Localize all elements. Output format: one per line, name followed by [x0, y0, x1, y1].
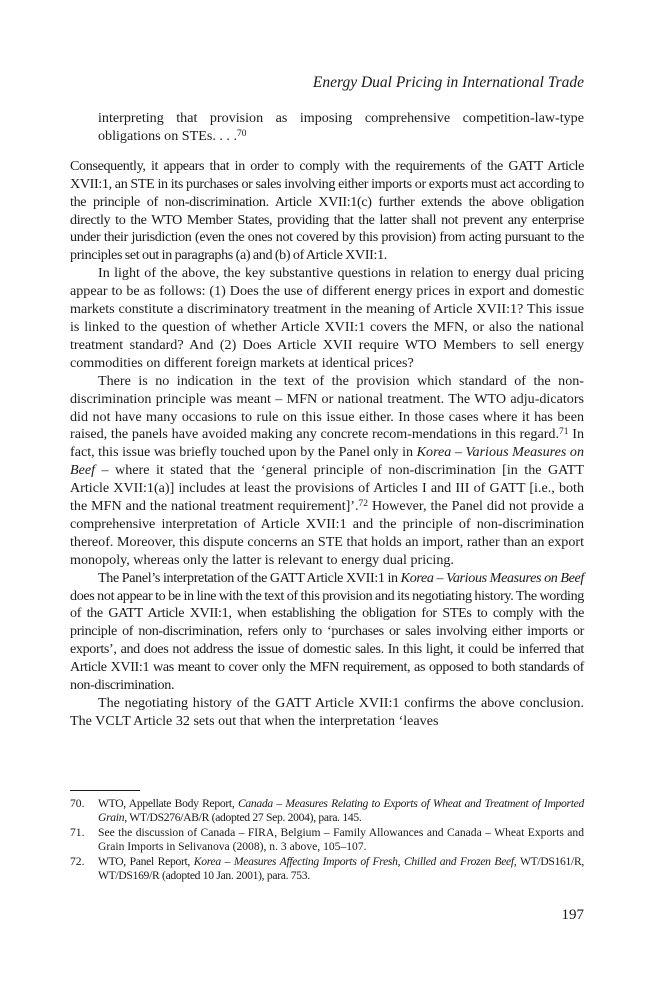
- footnote-ref-71[interactable]: 71: [559, 427, 569, 438]
- footnote-72: [70, 855, 584, 884]
- footnote-ref-72[interactable]: 72: [358, 499, 369, 510]
- quote-text: interpreting that provision as imposing comprehensive competition-law-type obligations on STEs. . . .: [98, 110, 584, 144]
- footnote-number: 70.: [70, 797, 85, 810]
- footnote-number: 71.: [70, 825, 85, 839]
- paragraph-5: The negotiating history of the GATT Article XVII:1 confirms the above conclusion. The VCLT Article 32 sets out that when the interpretation ‘leaves: [70, 695, 584, 729]
- paragraph-2: In light of the above, the key substantive questions in relation to energy dual pricing appear to be as follows: (1) Does the use of different energy prices in export and domestic markets constitute a discriminatory treatment in the meaning of Article XVII:1? This issue is linked to the question of whether Article XVII:1 covers the MFN, or also the national treatment standard? And (2) Does Article XVII require WTO Members to sell energy commodities on different foreign markets at identical prices?: [70, 265, 584, 371]
- footnote-ref-70[interactable]: 70: [236, 128, 247, 139]
- paragraph-4: [70, 570, 584, 695]
- footnote-text: WTO, Panel Report, Korea – Measures Affecting Imports of Fresh, Chilled and Frozen Beef, WT/DS161/R, WT/DS169/R (adopted 10 Jan. 2001), para. 753.: [98, 854, 585, 883]
- footnote-71: [70, 826, 584, 855]
- paragraph-1: Consequently, it appears that in order to comply with the requirements of the GATT Article XVII:1, an STE in its purchases or sales involving either imports or exports must act according to the principle of non-discrimination. Article XVII:1(c) further extends the above obligation directly to the WTO Member States, providing that the latter shall not prevent any enterprise under their jurisdiction (even the ones not covered by this provision) from acting pursuant to the principles set out in paragraphs (a) and (b) of Article XVII:1.: [70, 157, 584, 264]
- running-head: Energy Dual Pricing in International Trade: [312, 74, 584, 91]
- paragraph-3-text-a: There is no indication in the text of the provision which standard of the non-discrimination principle was meant – MFN or national treatment. The WTO adju-dicators did not have many occasions to rule on this issue either. In those cases where it has been raised, the panels have avoided making any concrete recom-mendations in this regard.: [70, 372, 584, 443]
- paragraph-4-text-a: The Panel’s interpretation of the GATT Article XVII:1 in: [98, 569, 401, 586]
- footnotes: [70, 797, 584, 883]
- case-name-korea-beef-2: Korea – Various Measures on Beef: [400, 569, 585, 586]
- footnote-number: 72.: [70, 854, 85, 868]
- block-quote: [70, 110, 584, 146]
- paragraph-3-text-d: However, the Panel did not provide a comprehensive interpretation of Article XVII:1 and the principle of non-discrimination thereof. Moreover, this dispute concerns an STE that holds an import, rather than an export monopoly, whereas only the latter is relevant to energy dual pricing.: [70, 498, 584, 568]
- paragraph-3-text-b: In fact, this issue was briefly touched upon by the Panel only in: [70, 426, 584, 461]
- footnote-text: See the discussion of Canada – FIRA, Belgium – Family Allowances and Canada – Wheat Exports and Grain Imports in Selivanova (2008), n. 3 above, 105–107.: [98, 825, 584, 854]
- paragraph-3: [70, 373, 584, 570]
- page-number: 197: [561, 907, 584, 923]
- case-name-korea-beef: Korea – Various Measures on Beef: [70, 444, 585, 479]
- footnote-separator: [70, 790, 140, 791]
- body-text: [70, 110, 584, 731]
- paragraph-3-text-c: – where it stated that the ‘general principle of non-discrimination [in the GATT Article XVII:1(a)] includes at least the provisions of Articles I and III of GATT [i.e., both the MFN and the national treatment requirement]’.: [70, 462, 584, 515]
- paragraph-4-text-b: does not appear to be in line with the text of this provision and its negotiating history. The wording of the GATT Article XVII:1, when establishing the obligation for STEs to comply with the principle of non-discrimination, refers only to ‘purchases or sales involving either imports or exports’, and does not address the issue of domestic sales. In this light, it could be inferred that Article XVII:1 was meant to cover only the MFN requirement, as opposed to both standards of non-discrimination.: [70, 587, 584, 694]
- footnote-text: WTO, Appellate Body Report, Canada – Measures Relating to Exports of Wheat and Treatment of Imported Grain, WT/DS276/AB/R (adopted 27 Sep. 2004), para. 145.: [98, 797, 584, 825]
- footnote-70: [70, 797, 584, 826]
